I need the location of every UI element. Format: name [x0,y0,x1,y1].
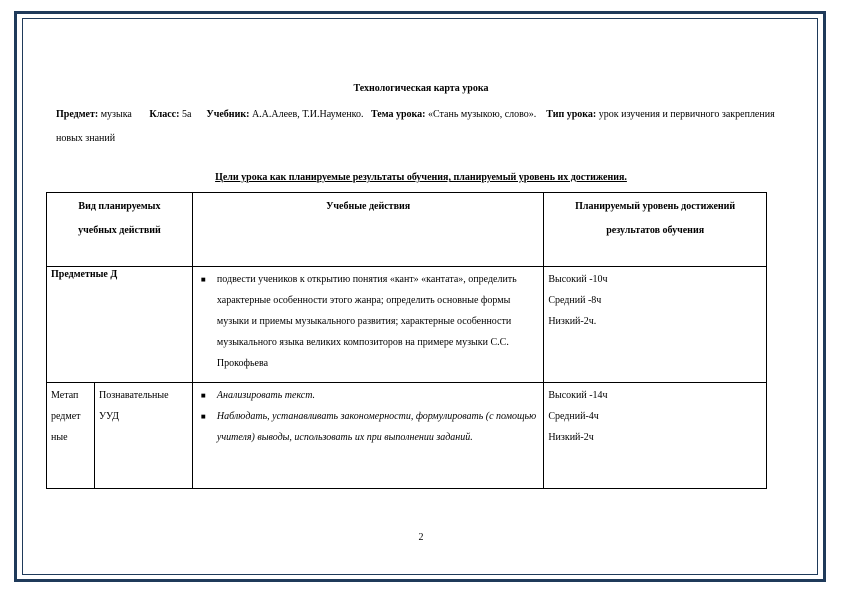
goals-heading: Цели урока как планируемые результаты обучения, планируемый уровень их достижения. [215,172,627,183]
header-action-type-line2: учебных действий [78,225,161,236]
lesson-type-value: урок изучения и первичного закрепления новых знаний [56,109,775,144]
row-actions-subject [192,267,543,383]
subject-label: Предмет: [56,109,99,120]
actions-list [197,385,539,448]
class-value: 5а [181,109,192,120]
topic-value: «Стань музыкою, слово». [428,109,537,120]
list-item [197,385,539,406]
metasubject-label-line2: редмет [51,411,81,422]
row-label-subject-text: Предметные Д [51,269,118,280]
level-high: Высокий -14ч [548,390,608,401]
actions-list [197,269,539,374]
row-sublabel-cognitive [94,383,192,489]
bullet-icon: ■ [200,412,206,421]
metasubject-label-line1: Метап [51,390,79,401]
subject-value: музыка [100,109,132,120]
header-planned-level-line2: результатов обучения [606,225,705,236]
row-levels-subject [544,267,767,383]
header-planned-level-line1: Планируемый уровень достижений [575,201,736,212]
header-planned-level [544,193,767,267]
metasubject-label-line3: ные [51,432,68,443]
bullet-icon: ■ [200,391,206,400]
header-learning-actions [192,193,543,267]
header-action-type [47,193,193,267]
topic-label: Тема урока: [371,109,426,120]
header-learning-actions-text: Учебные действия [326,201,411,212]
level-high: Высокий -10ч [548,274,608,285]
row-label-subject [47,267,193,383]
row-levels-metasubject [544,383,767,489]
list-item [197,269,539,374]
bullet-icon: ■ [200,275,206,284]
level-medium: Средний-4ч [548,411,599,422]
list-item [197,406,539,448]
textbook-value: А.А.Алеев, Т.И.Науменко. [251,109,364,120]
table-row [47,267,767,383]
lesson-type-label: Тип урока: [546,109,597,120]
row-actions-metasubject [192,383,543,489]
level-medium: Средний -8ч [548,295,602,306]
level-low: Низкий-2ч. [548,316,597,327]
cognitive-label-line2: УУД [98,411,119,422]
header-action-type-line1: Вид планируемых [78,201,161,212]
page-number: 2 [418,532,424,543]
lesson-meta [56,103,786,151]
action-text: Анализировать текст. [216,390,316,401]
lesson-plan-table [46,192,767,489]
level-low: Низкий-2ч [548,432,594,443]
textbook-label: Учебник: [206,109,250,120]
cognitive-label-line1: Познавательные [98,390,169,401]
row-label-metasubject [47,383,95,489]
table-row [47,383,767,489]
class-label: Класс: [149,109,180,120]
action-text: Наблюдать, устанавливать закономерности, формулировать (с помощью учителя) выводы, использовать их при выполнении заданий. [216,411,537,443]
action-text: подвести учеников к открытию понятия «кант» «кантата», определить характерные особенности этого жанра; определить основные формы музыки и приемы музыкального развития; характерные особенности музыкального языка великих композиторов на примере музыки С.С. Прокофьева [216,274,517,369]
table-header-row [47,193,767,267]
document-title: Технологическая карта урока [353,83,489,94]
